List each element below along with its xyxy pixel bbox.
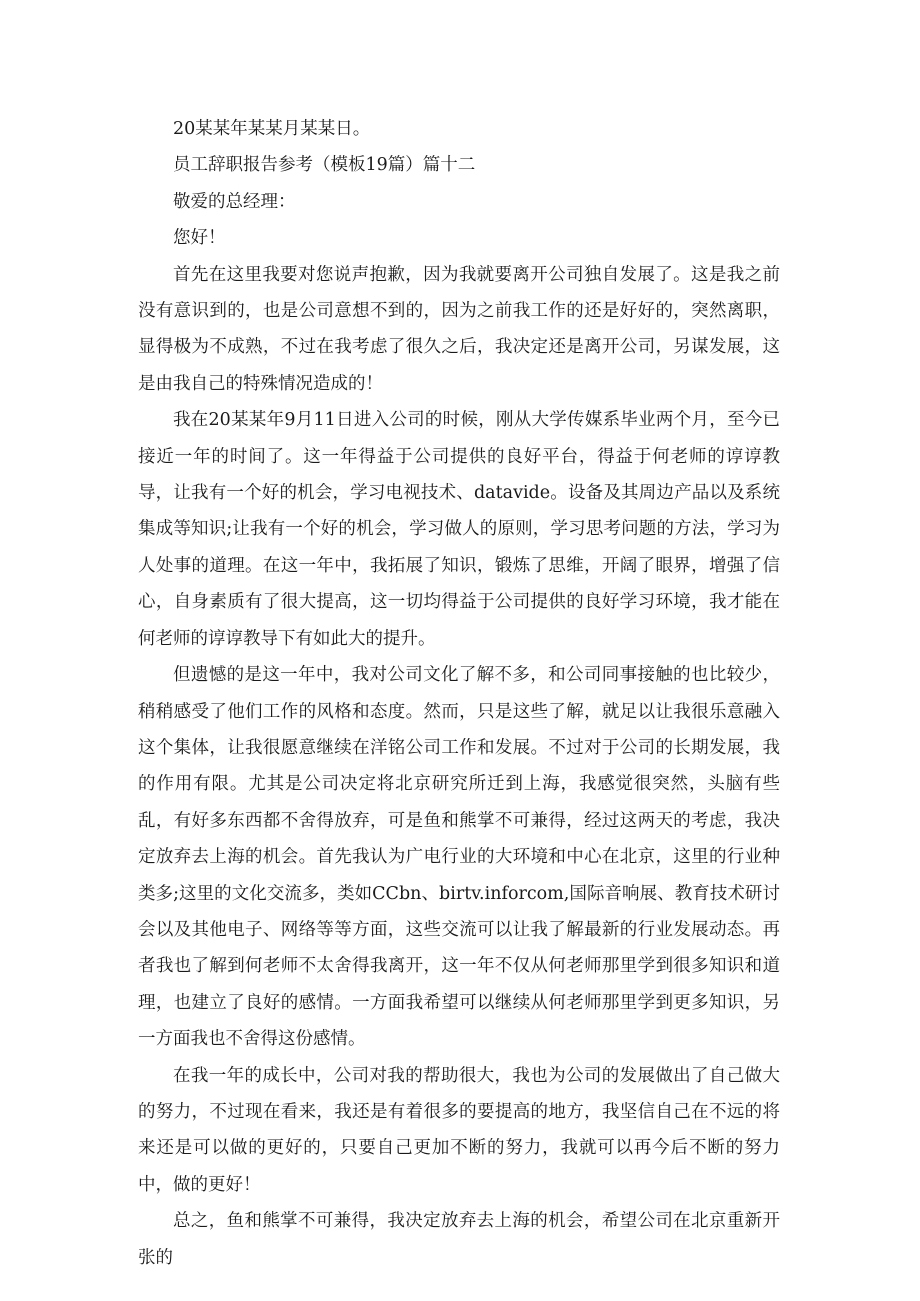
section-title: 员工辞职报告参考（模板19篇）篇十二 xyxy=(173,155,476,176)
body-paragraph: 总之，鱼和熊掌不可兼得，我决定放弃去上海的机会，希望公司在北京重新开张的 xyxy=(138,1211,780,1268)
body-paragraph: 但遗憾的是这一年中，我对公司文化了解不多，和公司同事接触的也比较少，稍稍感受了他们工作的风格和态度。然而，只是这些了解，就足以让我很乐意融入这个集体，让我很愿意继续在洋铭公司工作和发展。不过对于公司的长期发展，我的作用有限。尤其是公司决定将北京研究所迁到上海，我感觉很突然，头脑有些乱，有好多东西都不舍得放弃，可是鱼和熊掌不可兼得，经过这两天的考虑，我决定放弃去上海的机会。首先我认为广电行业的大环境和中心在北京，这里的行业种类多;这里的文化交流多，类如CCbn、birtv.inforcom,国际音响展、教育技术研讨会以及其他电子、网络等等方面，这些交流可以让我了解最新的行业发展动态。再者我也了解到何老师不太舍得我离开，这一年不仅从何老师那里学到很多知识和道理，也建立了良好的感情。一方面我希望可以继续从何老师那里学到更多知识，另一方面我也不舍得这份感情。 xyxy=(138,665,780,1050)
greeting: 您好！ xyxy=(173,228,226,249)
salutation: 敬爱的总经理： xyxy=(173,191,296,212)
document-body xyxy=(138,111,780,1276)
date-line: 20某某年某某月某某日。 xyxy=(173,119,371,139)
body-paragraph: 首先在这里我要对您说声抱歉，因为我就要离开公司独自发展了。这是我之前没有意识到的，也是公司意想不到的，因为之前我工作的还是好好的，突然离职，显得极为不成熟，不过在我考虑了很久之后，我决定还是离开公司，另谋发展，这是由我自己的特殊情况造成的！ xyxy=(138,264,780,394)
body-paragraph: 在我一年的成长中，公司对我的帮助很大，我也为公司的发展做出了自己做大的努力，不过现在看来，我还是有着很多的要提高的地方，我坚信自己在不远的将来还是可以做的更好的，只要自己更加不断的努力，我就可以再今后不断的努力中，做的更好！ xyxy=(138,1065,780,1195)
body-paragraph: 我在20某某年9月11日进入公司的时候，刚从大学传媒系毕业两个月，至今已接近一年的时间了。这一年得益于公司提供的良好平台，得益于何老师的谆谆教导，让我有一个好的机会，学习电视技术、datavide。设备及其周边产品以及系统集成等知识;让我有一个好的机会，学习做人的原则，学习思考问题的方法，学习为人处事的道理。在这一年中，我拓展了知识，锻炼了思维，开阔了眼界，增强了信心，自身素质有了很大提高，这一切均得益于公司提供的良好学习环境，我才能在何老师的谆谆教导下有如此大的提升。 xyxy=(138,410,780,649)
